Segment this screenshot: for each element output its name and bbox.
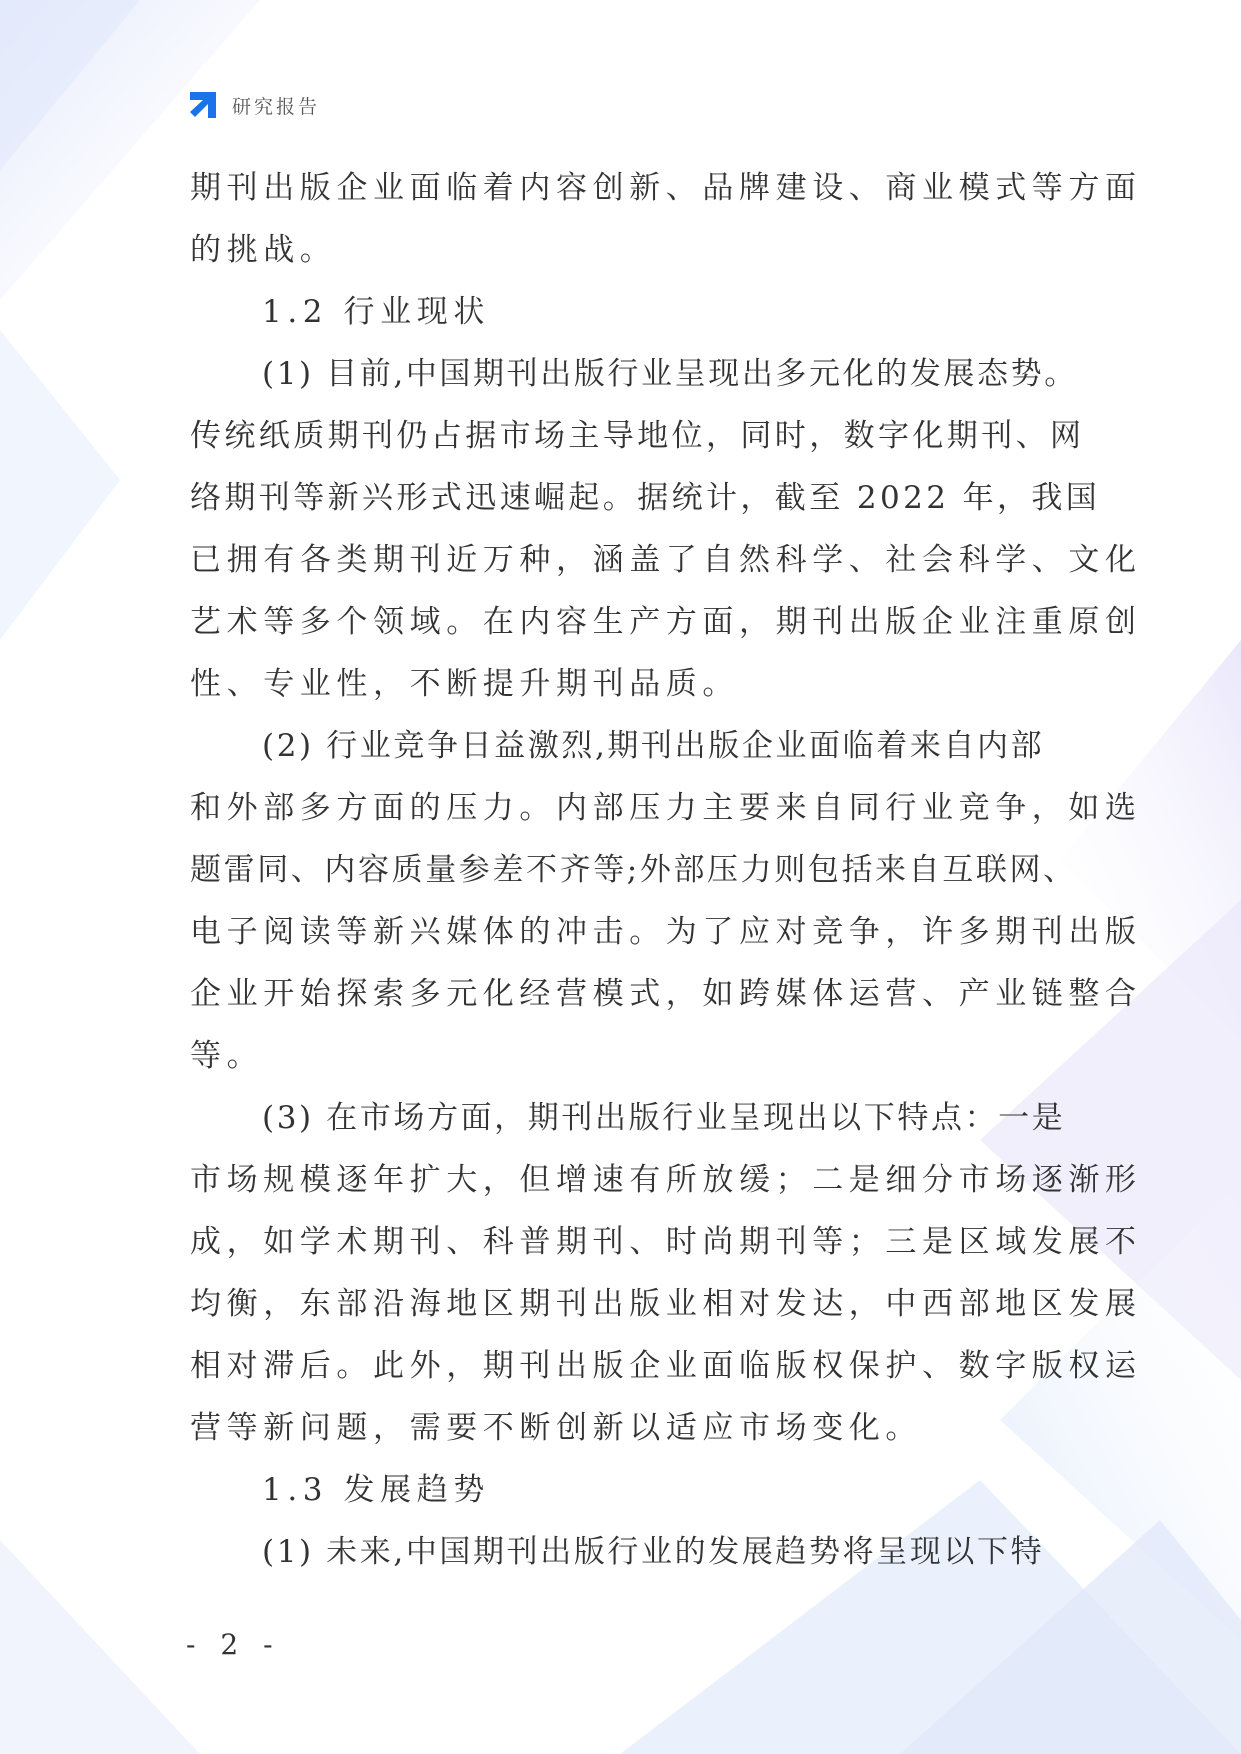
- body-text: [190, 157, 1142, 1583]
- text-line: 题雷同、内容质量参差不齐等;外部压力则包括来自互联网、: [190, 852, 1077, 888]
- header-label: 研究报告: [232, 95, 321, 118]
- arrow-logo-icon: [186, 88, 220, 122]
- text-line: (1) 未来,中国期刊出版行业的发展趋势将呈现以下特: [262, 1534, 1045, 1570]
- text-line: 营等新问题，需要不断创新以适应市场变化。: [190, 1410, 922, 1446]
- text-line: 等。: [190, 1038, 264, 1074]
- text-line: 性、专业性，不断提升期刊品质。: [190, 666, 739, 702]
- text-line: (2) 行业竞争日益激烈,期刊出版企业面临着来自内部: [262, 728, 1045, 764]
- text-line: 相对滞后。此外，期刊出版企业面临版权保护、数字版权运: [190, 1348, 1142, 1384]
- page-header: [186, 88, 320, 122]
- text-line: 期刊出版企业面临着内容创新、品牌建设、商业模式等方面: [190, 170, 1142, 206]
- text-line: 传统纸质期刊仍占据市场主导地位，同时，数字化期刊、网: [190, 418, 1085, 454]
- text-line: 和外部多方面的压力。内部压力主要来自同行业竞争，如选: [190, 790, 1142, 826]
- text-line: (3) 在市场方面，期刊出版行业呈现出以下特点：一是: [262, 1100, 1066, 1136]
- text-line: 成，如学术期刊、科普期刊、时尚期刊等；三是区域发展不: [190, 1224, 1142, 1260]
- page-number: - 2 -: [186, 1628, 281, 1661]
- text-line: (1) 目前,中国期刊出版行业呈现出多元化的发展态势。: [262, 356, 1078, 392]
- text-line: 艺术等多个领域。在内容生产方面，期刊出版企业注重原创: [190, 604, 1142, 640]
- text-line: 市场规模逐年扩大，但增速有所放缓；二是细分市场逐渐形: [190, 1162, 1142, 1198]
- section-heading: 1.3 发展趋势: [262, 1472, 490, 1508]
- text-line: 企业开始探索多元化经营模式，如跨媒体运营、产业链整合: [190, 976, 1142, 1012]
- text-line: 已拥有各类期刊近万种，涵盖了自然科学、社会科学、文化: [190, 542, 1142, 578]
- section-heading: 1.2 行业现状: [262, 294, 490, 330]
- text-line: 络期刊等新兴形式迅速崛起。据统计，截至 2022 年，我国: [190, 480, 1101, 516]
- text-line: 电子阅读等新兴媒体的冲击。为了应对竞争，许多期刊出版: [190, 914, 1142, 950]
- text-line: 均衡，东部沿海地区期刊出版业相对发达，中西部地区发展: [190, 1286, 1142, 1322]
- text-line: 的挑战。: [190, 232, 337, 268]
